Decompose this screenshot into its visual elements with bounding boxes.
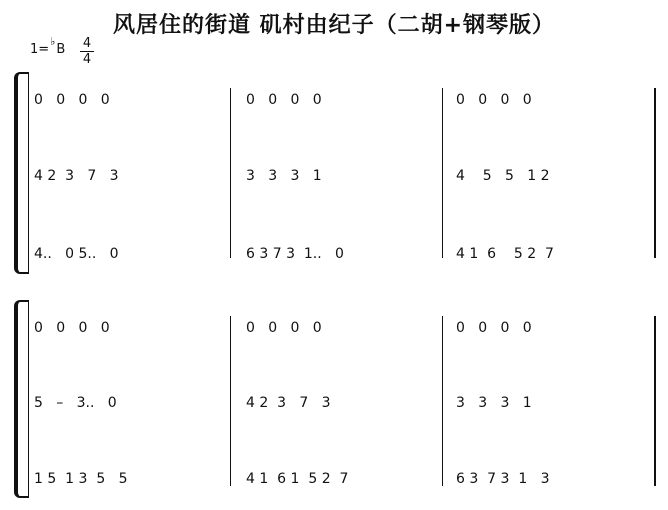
key-signature <box>30 35 66 57</box>
measure: 1 5 1 3 5 5 <box>34 471 128 487</box>
melody-row <box>34 89 654 111</box>
measure: 0 0 0 0 <box>34 92 110 108</box>
measure: 5 – 3.. 0 <box>34 395 117 411</box>
key-note: B <box>56 42 66 57</box>
right-hand-row <box>34 392 654 414</box>
system-brace <box>14 300 28 498</box>
measure: 3 3 3 1 <box>246 168 322 184</box>
measure: 0 0 0 0 <box>456 92 532 108</box>
measure: 0 0 0 0 <box>456 320 532 336</box>
end-barline <box>654 88 656 258</box>
system-start-line <box>28 72 29 274</box>
measure: 4 2 3 7 3 <box>34 168 119 184</box>
time-signature-bottom: 4 <box>82 52 92 67</box>
measure: 0 0 0 0 <box>246 92 322 108</box>
time-signature <box>80 37 94 66</box>
measure: 6 3 7 3 1.. 0 <box>246 246 344 262</box>
measure: 0 0 0 0 <box>34 320 110 336</box>
page-title: 风居住的街道 矶村由纪子（二胡+钢琴版） <box>112 13 556 38</box>
measure: 0 0 0 0 <box>246 320 322 336</box>
key-prefix: 1= <box>30 42 50 57</box>
measure: 4 1 6 5 2 7 <box>456 246 554 262</box>
measure: 4 1 6 1 5 2 7 <box>246 471 349 487</box>
measure: 6 3 7 3 1 3 <box>456 471 550 487</box>
measure: 3 3 3 1 <box>456 395 532 411</box>
measure: 4.. 0 5.. 0 <box>34 246 119 262</box>
score-system-2 <box>14 300 654 498</box>
key-flat: ♭ <box>50 35 56 48</box>
score-system-1 <box>14 72 654 274</box>
melody-row <box>34 317 654 339</box>
time-signature-top: 4 <box>82 36 92 51</box>
system-brace <box>14 72 28 274</box>
right-hand-row <box>34 165 654 187</box>
left-hand-row <box>34 243 654 265</box>
measure: 4 5 5 1 2 <box>456 168 550 184</box>
system-start-line <box>28 300 29 498</box>
end-barline <box>654 316 656 486</box>
measure: 4 2 3 7 3 <box>246 395 331 411</box>
left-hand-row <box>34 468 654 490</box>
